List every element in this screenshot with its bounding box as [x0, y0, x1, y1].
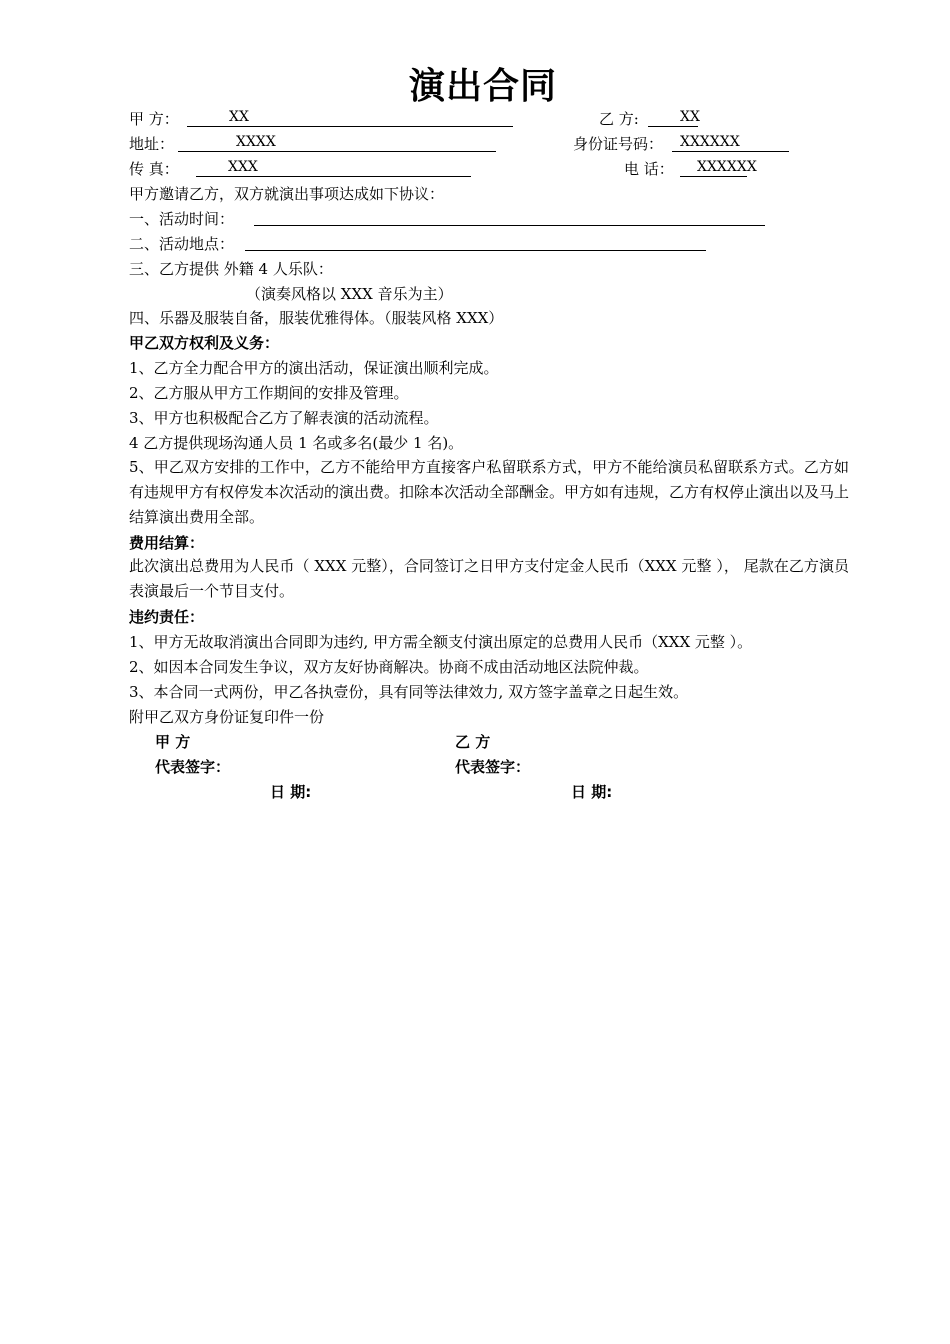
- rights-item-5: 5、甲乙双方安排的工作中，乙方不能给甲方直接客户私留联系方式，甲方不能给演员私留联系方式。乙方如有违规甲方有权停发本次活动的演出费。扣除本次活动全部酬金。甲方如有违规，乙方有权停止演出以及马上结算演出费用全部。: [129, 458, 850, 526]
- address-field: [178, 133, 496, 152]
- rights-item: 2、乙方服从甲方工作期间的安排及管理。: [129, 384, 409, 402]
- rights-item: 1、乙方全力配合甲方的演出活动，保证演出顺利完成。: [129, 359, 499, 377]
- sign-party-b: 乙 方: [455, 733, 491, 751]
- party-a-label: 甲 方：: [129, 110, 179, 128]
- breach-item: 3、本合同一式两份，甲乙各执壹份，具有同等法律效力, 双方签字盖章之日起生效。: [129, 683, 689, 701]
- breach-heading: 违约责任：: [129, 608, 205, 626]
- breach-item: 2、如因本合同发生争议，双方友好协商解决。协商不成由活动地区法院仲裁。: [129, 658, 649, 676]
- phone-field: [680, 158, 757, 177]
- fee-heading: 费用结算：: [129, 534, 205, 552]
- party-a-field: [187, 108, 513, 127]
- sign-rep-b: 代表签字：: [455, 758, 531, 776]
- fax-label: 传 真：: [129, 160, 179, 178]
- party-b-field: [648, 108, 698, 127]
- sign-party-a: 甲 方: [155, 733, 191, 751]
- intro-text: 甲方邀请乙方，双方就演出事项达成如下协议：: [129, 185, 445, 203]
- address-label: 地址：: [129, 135, 175, 153]
- fee-text: 此次演出总费用为人民币（ XXX 元整），合同签订之日甲方支付定金人民币（XXX 元整 ）， 尾款在乙方演员表演最后一个节目支付。: [129, 557, 849, 600]
- attachment-note: 附甲乙双方身份证复印件一份: [129, 708, 325, 726]
- sign-date-b: 日 期:: [571, 783, 613, 801]
- id-field: [672, 133, 789, 152]
- sign-date-a: 日 期:: [270, 783, 312, 801]
- fax-value: XXX: [228, 159, 258, 175]
- rights-item: 3、甲方也积极配合乙方了解表演的活动流程。: [129, 409, 439, 427]
- document-title: 演出合同: [408, 66, 557, 107]
- item-time-label: 一、活动时间：: [129, 210, 235, 228]
- fax-field: [196, 158, 471, 177]
- sign-rep-a: 代表签字：: [155, 758, 231, 776]
- activity-time-field: [254, 207, 765, 226]
- party-b-value: XX: [680, 109, 700, 125]
- item-band-note: （演奏风格以 XXX 音乐为主）: [246, 285, 453, 303]
- item-location-label: 二、活动地点：: [129, 235, 235, 253]
- party-a-value: XX: [229, 109, 249, 125]
- phone-label: 电 话：: [624, 160, 674, 178]
- activity-location-field: [245, 232, 706, 251]
- item-costume: 四、乐器及服装自备，服装优雅得体。（服装风格 XXX）: [129, 309, 504, 327]
- rights-item: 4 乙方提供现场沟通人员 1 名或多名(最少 1 名)。: [129, 434, 464, 452]
- item-band: 三、乙方提供 外籍 4 人乐队：: [129, 260, 333, 278]
- id-label: 身份证号码：: [573, 135, 664, 153]
- address-value: XXXX: [236, 134, 276, 150]
- party-b-label: 乙 方:: [599, 110, 639, 128]
- id-value: XXXXXX: [680, 134, 740, 150]
- rights-heading: 甲乙双方权利及义务：: [129, 334, 280, 352]
- breach-item: 1、甲方无故取消演出合同即为违约, 甲方需全额支付演出原定的总费用人民币（XXX 元整 ）。: [129, 633, 753, 651]
- phone-value: XXXXXX: [697, 159, 757, 175]
